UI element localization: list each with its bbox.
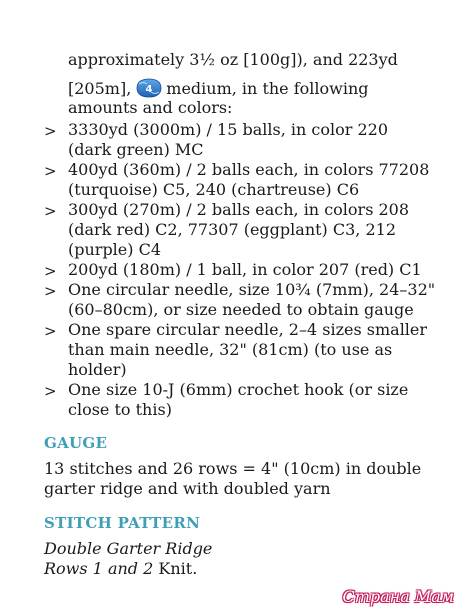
stitch-pattern-name: Double Garter Ridge xyxy=(44,539,213,558)
list-item-line: One circular needle, size 10¾ (7mm), 24–32" xyxy=(68,280,436,299)
yarn-weight-icon xyxy=(135,78,163,98)
intro-line-2-end: medium, in the following xyxy=(166,79,369,98)
list-bullet: > xyxy=(44,282,57,300)
list-item-line: (dark red) C2, 77307 (eggplant) C3, 212 xyxy=(68,220,397,239)
intro-line-3: amounts and colors: xyxy=(68,98,233,117)
stitch-pattern-heading: STITCH PATTERN xyxy=(44,514,201,532)
list-bullet: > xyxy=(44,382,57,400)
gauge-line: 13 stitches and 26 rows = 4" (10cm) in double xyxy=(44,459,422,478)
list-item-line: 300yd (270m) / 2 balls each, in colors 208 xyxy=(68,200,410,219)
rows-text: Knit. xyxy=(153,559,198,578)
list-item-line: holder) xyxy=(68,360,127,379)
intro-line-2 xyxy=(68,78,369,99)
list-bullet: > xyxy=(44,262,57,280)
gauge-line: garter ridge and with doubled yarn xyxy=(44,479,331,498)
list-bullet: > xyxy=(44,322,57,340)
rows-label: Rows 1 and 2 xyxy=(44,559,154,578)
stitch-pattern-rows xyxy=(44,559,197,579)
list-item-line: close to this) xyxy=(68,400,172,419)
intro-line-2-start: [205m], xyxy=(68,79,132,98)
list-bullet: > xyxy=(44,162,57,180)
list-item-line: (turquoise) C5, 240 (chartreuse) C6 xyxy=(68,180,360,199)
yarn-weight-number: 4 xyxy=(145,84,153,95)
gauge-heading: GAUGE xyxy=(44,434,108,452)
list-item-line: (60–80cm), or size needed to obtain gauge xyxy=(68,300,414,319)
list-item-line: (dark green) MC xyxy=(68,140,204,159)
list-item-line: (purple) C4 xyxy=(68,240,162,259)
list-bullet: > xyxy=(44,202,57,220)
list-item-line: One size 10-J (6mm) crochet hook (or size xyxy=(68,380,409,399)
list-bullet: > xyxy=(44,122,57,140)
list-item-line: than main needle, 32" (81cm) (to use as xyxy=(68,340,393,359)
watermark-logo: Страна Мам xyxy=(342,587,454,606)
list-item-line: 200yd (180m) / 1 ball, in color 207 (red) C1 xyxy=(68,260,422,279)
list-item-line: 400yd (360m) / 2 balls each, in colors 77208 xyxy=(68,160,430,179)
intro-line-1: approximately 3½ oz [100g]), and 223yd xyxy=(68,50,398,69)
list-item-line: 3330yd (3000m) / 15 balls, in color 220 xyxy=(68,120,388,139)
list-item-line: One spare circular needle, 2–4 sizes smaller xyxy=(68,320,428,339)
